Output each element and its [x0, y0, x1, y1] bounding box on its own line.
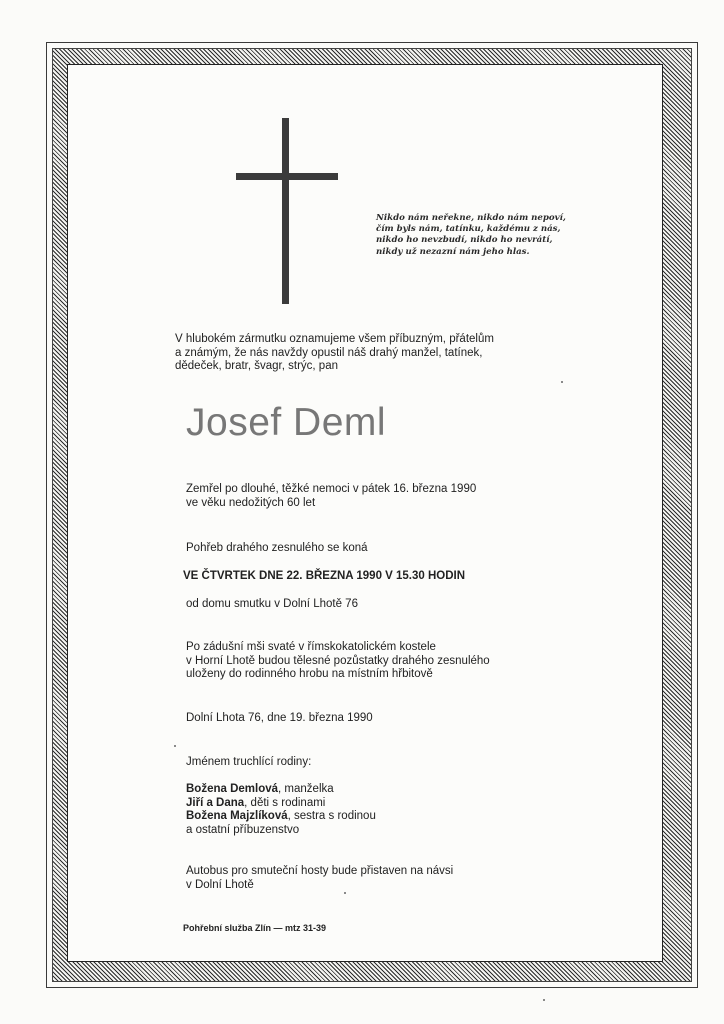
- burial-line: uloženy do rodinného hrobu na místním hřbitově: [186, 668, 433, 681]
- funeral-date: VE ČTVRTEK DNE 22. BŘEZNA 1990 V 15.30 HODIN: [183, 570, 466, 582]
- intro-line: V hlubokém zármutku oznamujeme všem příbuzným, přátelům: [175, 333, 494, 345]
- poem-line: čím byls nám, tatínku, každému z nás,: [376, 224, 561, 235]
- death-line: ve věku nedožitých 60 let: [186, 496, 316, 509]
- poem-line: nikdy už nezazní nám jeho hlas.: [376, 246, 530, 257]
- print-speck: [174, 745, 176, 747]
- family-member-relation: , manželka: [278, 783, 334, 795]
- print-speck: [561, 381, 563, 383]
- family-list: [186, 783, 376, 837]
- intro-line: dědeček, bratr, švagr, strýc, pan: [175, 360, 338, 373]
- burial-paragraph: [186, 641, 490, 682]
- family-others: a ostatní příbuzenstvo: [186, 823, 300, 836]
- cross-icon: [282, 118, 289, 304]
- death-paragraph: [186, 483, 476, 510]
- poem-line: nikdo ho nevzbudí, nikdo ho nevrátí,: [376, 235, 553, 246]
- intro-paragraph: [175, 333, 494, 374]
- cross-icon-bar: [236, 173, 338, 180]
- family-member-name: Jiří a Dana: [186, 796, 245, 809]
- bus-line: Autobus pro smuteční hosty bude přistaven na návsi: [186, 865, 454, 877]
- bus-notice: [186, 865, 453, 892]
- print-speck: [344, 892, 346, 894]
- print-speck: [543, 999, 545, 1001]
- intro-line: a známým, že nás navždy opustil náš drahý manžel, tatínek,: [175, 346, 483, 359]
- poem: [376, 213, 606, 258]
- footer-imprint: Pohřební služba Zlín — mtz 31-39: [183, 923, 327, 933]
- family-member-name: Božena Demlová: [186, 783, 279, 795]
- family-member: [186, 810, 376, 824]
- place-and-date: Dolní Lhota 76, dne 19. března 1990: [186, 712, 373, 724]
- family-member-name: Božena Majzlíková: [186, 810, 288, 823]
- deceased-name: Josef Deml: [186, 401, 387, 444]
- family-member: [186, 783, 376, 797]
- bus-line: v Dolní Lhotě: [186, 878, 254, 891]
- funeral-place: od domu smutku v Dolní Lhotě 76: [186, 598, 358, 610]
- burial-line: Po zádušní mši svaté v římskokatolickém kostele: [186, 641, 436, 653]
- family-member: [186, 797, 376, 811]
- poem-line: Nikdo nám neřekne, nikdo nám nepoví,: [376, 213, 566, 223]
- family-member-relation: , sestra s rodinou: [287, 810, 376, 823]
- family-intro: Jménem truchlící rodiny:: [186, 756, 312, 768]
- funeral-intro: Pohřeb drahého zesnulého se koná: [186, 542, 368, 554]
- death-line: Zemřel po dlouhé, těžké nemoci v pátek 16. března 1990: [186, 483, 477, 495]
- family-member-relation: , děti s rodinami: [244, 796, 326, 809]
- burial-line: v Horní Lhotě budou tělesné pozůstatky drahého zesnulého: [186, 654, 490, 667]
